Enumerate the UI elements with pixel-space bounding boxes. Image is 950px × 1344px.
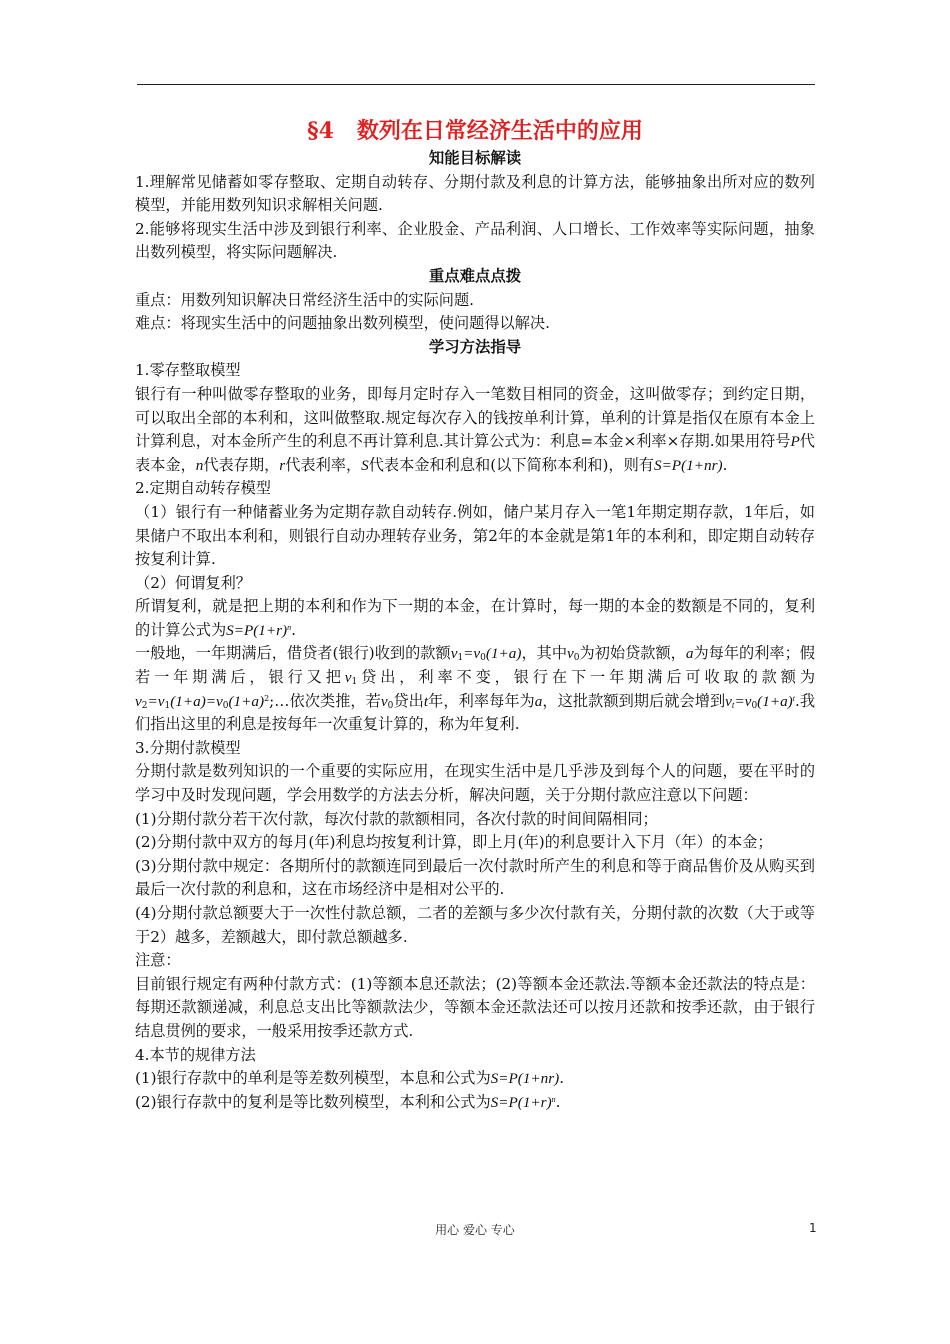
subsection-title: 3.分期付款模型	[135, 738, 241, 757]
section-heading-methods: 学习方法指导	[428, 337, 522, 356]
note-label: 注意：	[135, 951, 181, 970]
subsection-title: 1.零存整取模型	[135, 361, 241, 380]
paragraph: 2.能够将现实生活中涉及到银行利率、企业股金、产品利润、人口增长、工作效率等实际问题，抽象出数列模型，将实际问题解决.	[135, 219, 815, 262]
list-item: (1)银行存款中的单利是等差数列模型，本息和公式为S=P(1+nr).	[135, 1069, 565, 1088]
formula: S=P(1+nr)	[653, 456, 723, 474]
page-title: §4 数列在日常经济生活中的应用	[307, 118, 643, 144]
paragraph: 分期付款是数列知识的一个重要的实际应用，在现实生活中是几乎涉及到每个人的问题，要在平时的学习中及时发现问题，学会用数学的方法去分析，解决问题，关于分期付款应注意以下问题：	[135, 762, 815, 805]
paragraph: （2）何谓复利？	[135, 573, 251, 592]
document-body	[135, 116, 815, 1114]
formula: S=P(1+r)	[226, 621, 288, 639]
page-number: 1	[809, 1221, 817, 1235]
paragraph: 1.理解常见储蓄如零存整取、定期自动转存、分期付款及利息的计算方法，能够抽象出所对应的数列模型，并能用数列知识求解相关问题.	[135, 172, 815, 215]
paragraph: （1）银行有一种储蓄业务为定期存款自动转存.例如，储户某月存入一笔1年期定期存款，1年后，如果储户不取出本利和，则银行自动办理转存业务，第2年的本金就是第1年的本利和，即定期自动转存按复利计算.	[135, 502, 815, 569]
section-heading-goals: 知能目标解读	[428, 149, 522, 167]
paragraph: 所谓复利，就是把上期的本利和作为下一期的本金，在计算时，每一期的本金的数额是不同的，复利的计算公式为$S=P(1+r)^n$.	[135, 597, 815, 639]
paragraph: 目前银行规定有两种付款方式：(1)等额本息还款法；(2)等额本金还款法.等额本金还款法的特点是：每期还款额递减，利息总支出比等额款法少，等额本金还款法还可以按月还款和按季还款，由于银行结息贯例的要求，一般采用按季还款方式.	[135, 974, 815, 1040]
list-item: (2)分期付款中双方的每月(年)利息均按复利计算，即上月(年)的利息要计入下月（年）的本金；	[135, 833, 773, 852]
page-footer: 用心 爱心 专心	[435, 1223, 515, 1237]
paragraph: 难点：将现实生活中的问题抽象出数列模型，使问题得以解决.	[135, 314, 550, 333]
subsection-title: 4.本节的规律方法	[135, 1045, 256, 1064]
subsection-title: 2.定期自动转存模型	[135, 479, 271, 498]
section-heading-key-points: 重点难点点拨	[428, 266, 522, 285]
header-rule	[137, 84, 815, 85]
formula: S=P(1+nr)	[490, 1070, 560, 1088]
list-item: (4)分期付款总额要大于一次性付款总额，二者的差额与多少次付款有关，分期付款的次数（大于或等于2）越多，差额越大，即付款总额越多.	[135, 904, 815, 946]
list-item: (3)分期付款中规定：各期所付的款额连同到最后一次付款时所产生的利息和等于商品售价及从购买到最后一次付款的利息和，这在市场经济中是相对公平的.	[135, 856, 815, 899]
formula: S=P(1+r)	[490, 1093, 552, 1111]
paragraph: 银行有一种叫做零存整取的业务，即每月定时存入一笔数目相同的资金，这叫做零存；到约定日期，可以取出全部的本利和，这叫做整取.规定每次存入的钱按单利计算，单利的计算是指仅在原有本金上计算利息，对本金所产生的利息不再计算利息.其计算公式为：利息=本金×利率×存期.如果用符号P代表本金，n代表存期，r代表利率，S代表本金和利息和(以下简称本利和)，则有S=P(1+nr).	[135, 384, 815, 474]
paragraph: 重点：用数列知识解决日常经济生活中的实际问题.	[135, 290, 474, 309]
list-item: (2)银行存款中的复利是等比数列模型，本利和公式为$S=P(1+r)^n$.	[135, 1092, 561, 1111]
paragraph: 一般地，一年期满后，借贷者(银行)收到的款额$v_1=v_0(1+a)$，其中$v_0$为初始贷款额，a为每年的利率；假若一年期满后，银行又把$v_1$贷出，利率不变，银行在下一年期满后可收取的款额为$v_2=v_1(1+a)=v_0(1+a)^2;\dots$依次类推，若$v_0$贷出t年，利率每年为a，这批款额到期后就会增到$v_t=v_0(1+a)^t$.我们指出这里的利息是按每年一次重复计算的，称为年复利.	[135, 644, 816, 734]
list-item: (1)分期付款分若干次付款，每次付款的款额相同，各次付款的时间间隔相同；	[135, 809, 658, 828]
